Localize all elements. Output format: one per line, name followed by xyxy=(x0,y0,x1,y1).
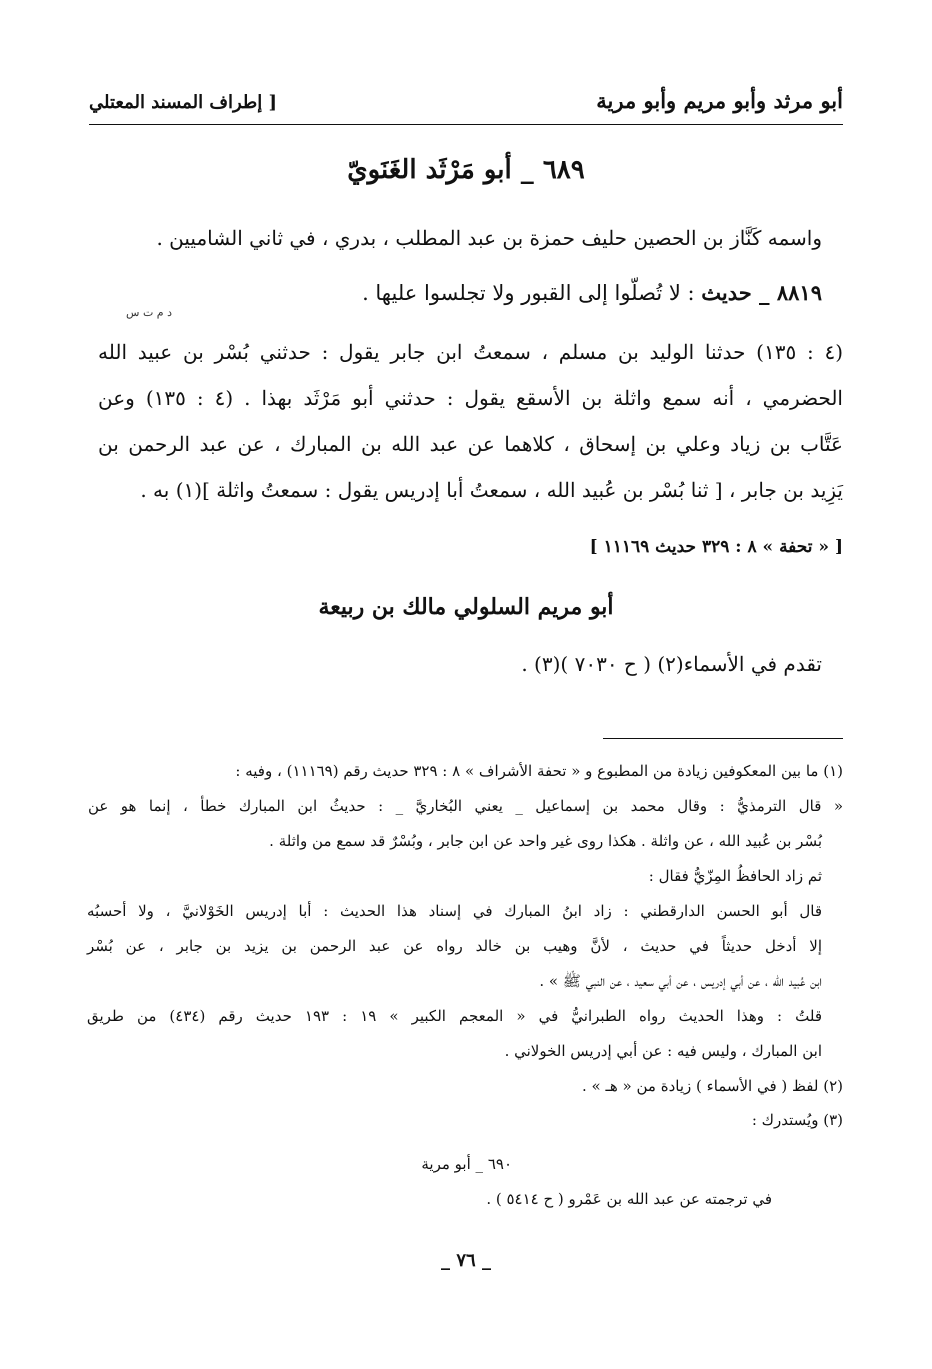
tuhfa-citation: [ « تحفة » ٨ : ٣٢٩ حديث ١١١٦٩ ] xyxy=(589,537,843,557)
header-rule xyxy=(89,124,843,125)
footnote-line: (٢) لفظ ( في الأسماء ) زيادة من « هـ » . xyxy=(582,1077,843,1095)
footnote-line: ابن عُبيد الله ، عن أبي إدريس ، عن أبي سعيد ، عن النبي ﷺ » . xyxy=(539,972,822,990)
sub-entry-title: أبو مريم السلولي مالك بن ربيعة xyxy=(318,594,614,620)
page-number: _ ٧٦ _ xyxy=(441,1250,491,1271)
footnote-line: « قال الترمذيُّ : وقال محمد بن إسماعيل _ يعني البُخاريَّ _ : حديثُ ابن المبارك خطأ ، إنما هو عن xyxy=(88,797,843,815)
footnote-line: قلتُ : وهذا الحديث رواه الطبرانيُّ في « المعجم الكبير » ١٩ : ١٩٣ حديث رقم (٤٣٤) من طريق xyxy=(87,1007,823,1025)
running-head-section: أبو مرثد وأبو مريم وأبو مرية xyxy=(596,88,843,113)
footnote-line: بُسْر بن عُبيد الله ، عن واثلة . هكذا روى غير واحد عن ابن جابر ، وبُسْرٌ قد سمع من واثلة . xyxy=(269,832,822,850)
source-marks: د م ت س xyxy=(126,306,172,319)
footnote-line: قال أبو الحسن الدارقطني : زاد ابنُ المبارك في إسناد هذا الحديث : أبا إدريس الخَوْلانيَّ ، ولا أحسبُه xyxy=(87,902,822,920)
footnote-line: إلا أدخل حديثاً في حديث ، لأنَّ وهيب بن خالد رواه عن عبد الرحمن بن يزيد بن جابر ، عن بُسْر xyxy=(87,937,822,955)
isnad-line: يَزِيد بن جابر ، [ ثنا بُسْر بن عُبيد الله ، سمعتُ أبا إدريس يقول : سمعتُ واثلة ](١) به . xyxy=(140,478,843,502)
isnad-line: الحضرمي ، أنه سمع واثلة بن الأسقع يقول : حدثني أبو مَرْثَد بهذا . (٤ : ١٣٥) وعن xyxy=(98,386,843,410)
footnote-line: (٣) ويُستدرك : xyxy=(751,1111,843,1129)
footnote-line: ابن المبارك ، وليس فيه : عن أبي إدريس الخولاني . xyxy=(504,1042,822,1060)
footnote-rule xyxy=(603,738,843,739)
isnad-line: عَتَّاب بن زياد وعلي بن إسحاق ، كلاهما عن عبد الله بن المبارك ، عن عبد الرحمن بن xyxy=(98,432,843,456)
footnote-line: في ترجمته عن عبد الله بن عَمْرو ( ح ٥٤١٤ ) . xyxy=(486,1190,772,1208)
hadith-text: : لا تُصلّوا إلى القبور ولا تجلسوا عليها . xyxy=(362,281,695,305)
footnote-line: ٦٩٠ _ أبو مرية xyxy=(421,1155,512,1173)
footnote-line: ثم زاد الحافظُ المِزّيُّ فقال : xyxy=(648,867,822,885)
isnad-line: (٤ : ١٣٥) حدثنا الوليد بن مسلم ، سمعتُ ابن جابر يقول : حدثني بُسْر بن عبيد الله xyxy=(98,340,844,364)
hadith-line xyxy=(87,280,822,305)
entry-bio: واسمه كَنَّاز بن الحصين حليف حمزة بن عبد المطلب ، بدري ، في ثاني الشاميين . xyxy=(156,226,822,250)
footnote-line: (١) ما بين المعكوفين زيادة من المطبوع و « تحفة الأشراف » ٨ : ٣٢٩ حديث رقم (١١١٦٩) ، وفيه : xyxy=(235,762,843,780)
hadith-number: ٨٨١٩ _ حديث xyxy=(701,280,822,305)
entry-title: ٦٨٩ _ أبو مَرْثَد الغَنَويّ xyxy=(347,155,585,185)
sub-entry-text: تقدم في الأسماء(٢) ( ح ٧٠٣٠ )(٣) . xyxy=(521,652,822,676)
running-head-book: [ إطراف المسند المعتلي xyxy=(89,92,278,113)
